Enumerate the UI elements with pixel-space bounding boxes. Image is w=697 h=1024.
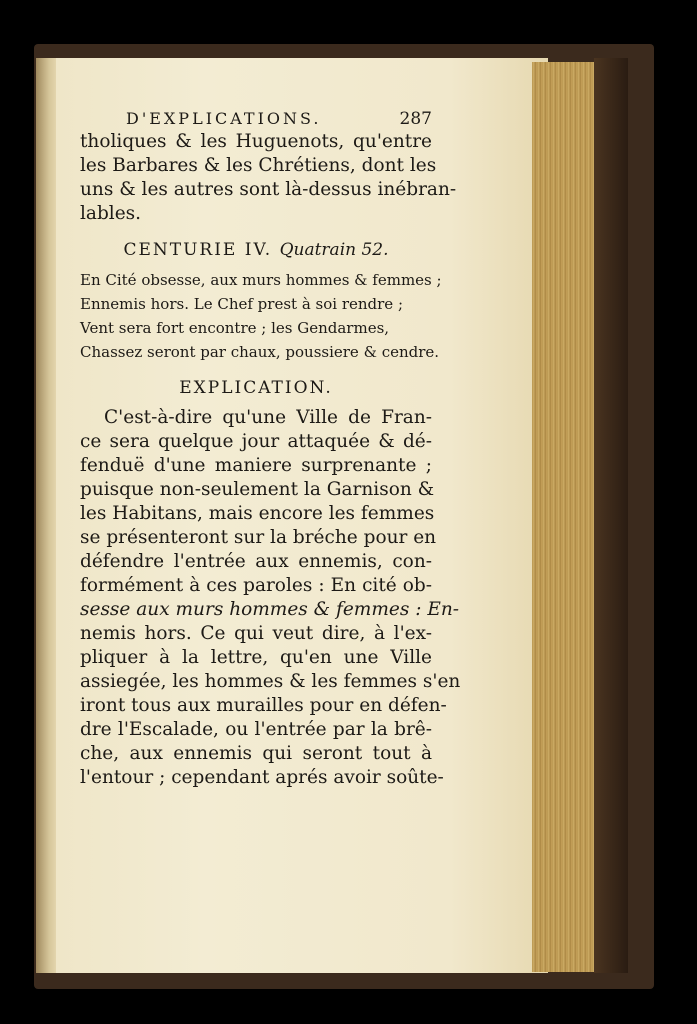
text-line: lables.: [80, 203, 142, 224]
text-line: fenduë d'une maniere surprenante ;: [80, 455, 432, 476]
running-header: [126, 108, 432, 130]
text-line: dre l'Escalade, ou l'entrée par la brê-: [80, 719, 432, 740]
centurie-label: CENTURIE IV.: [123, 240, 273, 260]
verse-line: Ennemis hors. Le Chef prest à soi rendre ;: [80, 295, 403, 313]
text-line: uns & les autres sont là-dessus inébran-: [80, 179, 457, 200]
running-title: D'EXPLICATIONS.: [126, 109, 322, 128]
page-text: [80, 108, 461, 790]
text-line: tholiques & les Huguenots, qu'entre: [80, 131, 432, 152]
page-edges: [532, 62, 596, 972]
back-cover: [594, 58, 628, 973]
text-line: che, aux ennemis qui seront tout à: [80, 743, 432, 764]
text-line: iront tous aux murailles pour en défen-: [80, 695, 447, 716]
text-line: sesse aux murs hommes & femmes : En-: [80, 599, 459, 620]
verse-line: Vent sera fort encontre ; les Gendarmes,: [80, 319, 390, 337]
explication-heading: EXPLICATION.: [179, 378, 333, 398]
verse-line: En Cité obsesse, aux murs hommes & femmes ;: [80, 271, 442, 289]
text-line: nemis hors. Ce qui veut dire, à l'ex-: [80, 623, 432, 644]
text-line: les Habitans, mais encore les femmes: [80, 503, 435, 524]
text-line: assiegée, les hommes & les femmes s'en: [80, 671, 461, 692]
text-line: les Barbares & les Chrétiens, dont les: [80, 155, 437, 176]
text-line: formément à ces paroles : En cité ob-: [80, 575, 432, 596]
text-line: puisque non-seulement la Garnison &: [80, 479, 435, 500]
verse-line: Chassez seront par chaux, poussiere & cendre.: [80, 343, 440, 361]
centurie-heading: [80, 238, 432, 262]
page-number: 287: [399, 109, 432, 129]
text-line: défendre l'entrée aux ennemis, con-: [80, 551, 432, 572]
left-page-gutter: [36, 58, 58, 973]
text-line: se présenteront sur la bréche pour en: [80, 527, 437, 548]
text-line: l'entour ; cependant aprés avoir soûte-: [80, 767, 444, 788]
text-line: C'est-à-dire qu'une Ville de Fran-: [104, 407, 432, 428]
quatrain-label: Quatrain 52.: [279, 240, 389, 260]
text-line: ce sera quelque jour attaquée & dé-: [80, 431, 432, 452]
text-line: pliquer à la lettre, qu'en une Ville: [80, 647, 432, 668]
